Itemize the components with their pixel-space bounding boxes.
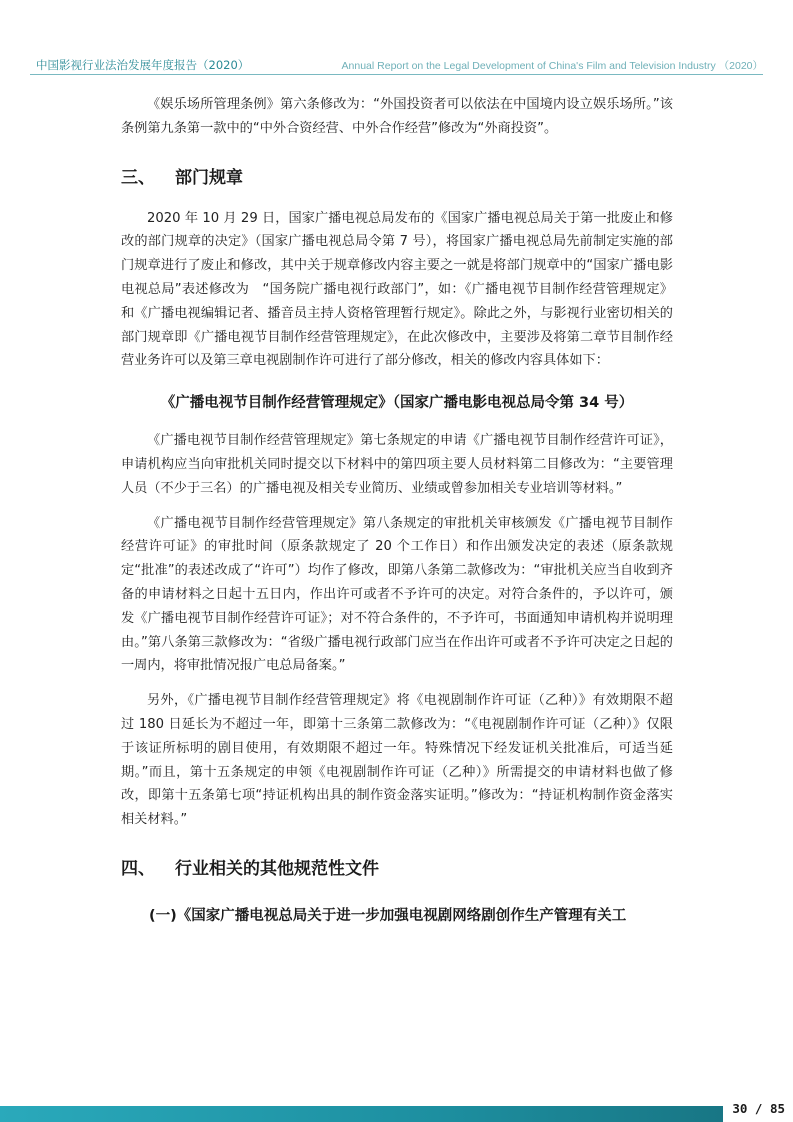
section-3-number: 三、 [121,167,155,188]
section-3-title: 部门规章 [175,167,243,188]
section-4-number: 四、 [121,858,155,879]
paragraph-article-8: 《广播电视节目制作经营管理规定》第八条规定的审批机关审核颁发《广播电视节目制作经营许可证》的审批时间（原条款规定了 20 个工作日）和作出颁发决定的表述（原条款规定“批准”的表述改成了“许可”）均作了修改，即第八条第二款修改为：“审批机关应当自收到齐备的申请材料之日起十五日内，作出许可或者不予许可的决定。对符合条件的，予以许可，颁发《广播电视节目制作经营许可证》；对不符合条件的，不予许可，书面通知申请机构并说明理由。”第八条第三款修改为：“省级广播电视行政部门应当在作出许可或者不予许可决定之日起的一周内，将审批情况报广电总局备案。” [121,515,673,674]
section-3-paragraph: 2020 年 10 月 29 日，国家广播电视总局发布的《国家广播电视总局关于第一批废止和修改的部门规章的决定》（国家广播电视总局令第 7 号），将国家广播电视总局先前制定实施的部门规章进行了废止和修改，其中关于规章修改内容主要之一就是将部门规章中的“国家广播电影电视总局”表述修改为 “国务院广播电视行政部门”，如：《广播电视节目制作经营管理规定》和《广播电视编辑记者、播音员主持人资格管理暂行规定》。除此之外，与影视行业密切相关的部门规章即《广播电视节目制作经营管理规定》，在此次修改中，主要涉及将第二章节目制作经营业务许可以及第三章电视剧制作许可进行了部分修改，相关的修改内容具体如下： [121,210,673,369]
header-divider [30,74,763,75]
section-3-heading [121,164,673,192]
header-title-cn: 中国影视行业法治发展年度报告（2020） [36,58,250,72]
header-title-en: Annual Report on the Legal Development of China's Film and Television Industry （2020） [341,60,763,72]
paragraph-article-7: 《广播电视节目制作经营管理规定》第七条规定的申请《广播电视节目制作经营许可证》，申请机构应当向审批机关同时提交以下材料中的第四项主要人员材料第二目修改为：“主要管理人员（不少于三名）的广播电视及相关专业简历、业绩或曾参加相关专业培训等材料。” [121,433,673,496]
section-4-title: 行业相关的其他规范性文件 [175,858,379,879]
regulation-heading: 《广播电视节目制作经营管理规定》（国家广播电影电视总局令第 34 号） [160,395,634,412]
document-body [121,93,673,927]
intro-paragraph: 《娱乐场所管理条例》第六条修改为：“外国投资者可以依法在中国境内设立娱乐场所。”该条例第九条第一款中的“中外合资经营、中外合作经营”修改为“外商投资”。 [121,97,673,136]
page-number: 30 / 85 [732,1101,785,1116]
footer-bar [0,1106,793,1122]
section-4-heading [121,855,673,883]
paragraph-article-13: 另外，《广播电视节目制作经营管理规定》将《电视剧制作许可证（乙种）》有效期限不超过 180 日延长为不超过一年，即第十三条第二款修改为：“《电视剧制作许可证（乙种）》仅限于该证所标明的剧目使用，有效期限不超过一年。特殊情况下经发证机关批准后，可适当延期。”而且，第十五条规定的申领《电视剧制作许可证（乙种）》所需提交的申请材料也做了修改，即第十五条第七项“持证机构出具的制作资金落实证明。”修改为：“持证机构制作资金落实相关材料。” [121,693,673,828]
subsection-1-heading: (一)《国家广播电视总局关于进一步加强电视剧网络剧创作生产管理有关工 [149,907,627,924]
